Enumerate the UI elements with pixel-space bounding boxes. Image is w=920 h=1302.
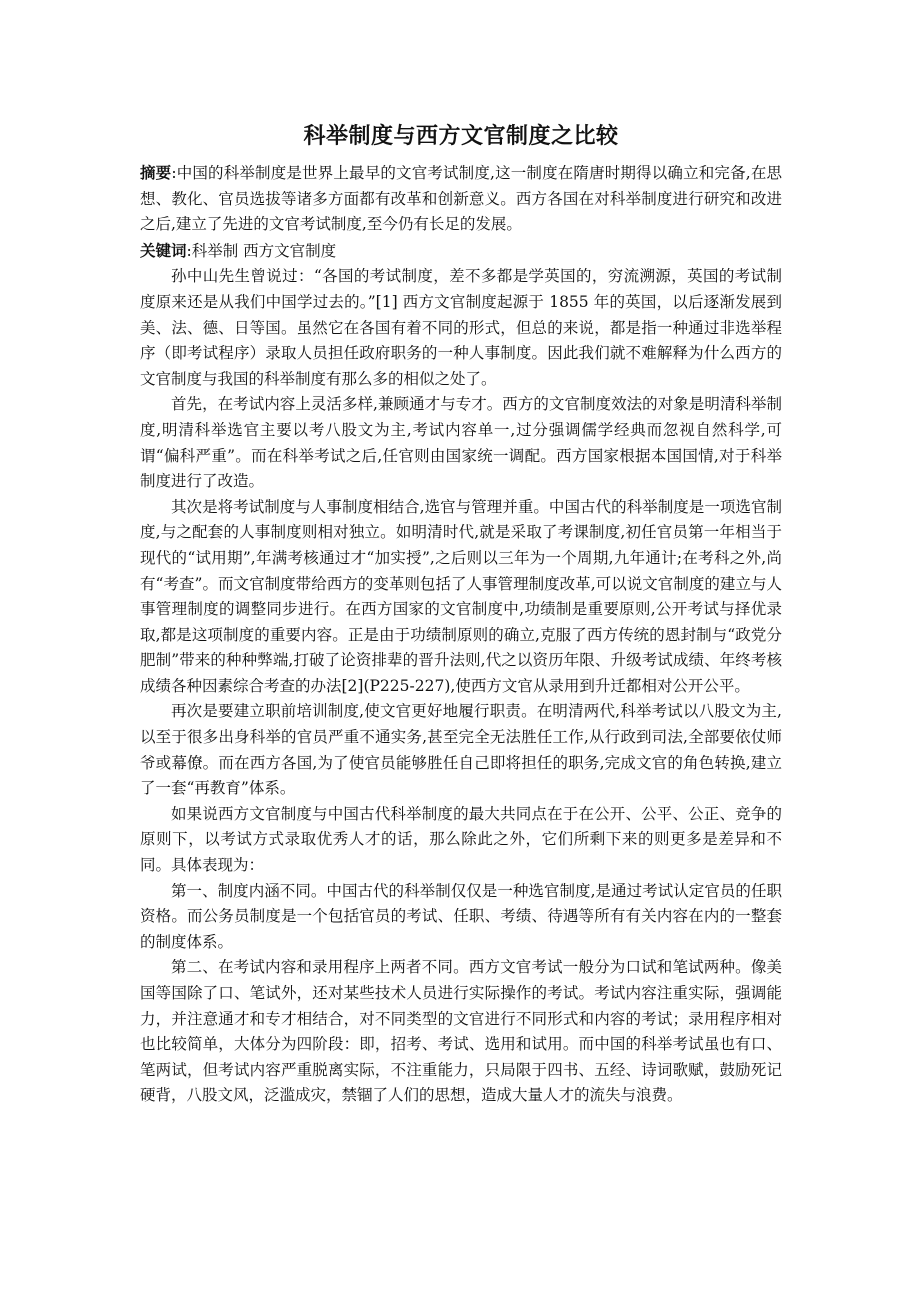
body-paragraph-7: 第二、在考试内容和录用程序上两者不同。西方文官考试一般分为口试和笔试两种。像美国等国除了口、笔试外，还对某些技术人员进行实际操作的考试。考试内容注重实际，强调能力，并注意通才和专才相结合，对不同类型的文官进行不同形式和内容的考试；录用程序相对也比较简单，大体分为四阶段：即，招考、考试、选用和试用。而中国的科举考试虽也有口、笔两试，但考试内容严重脱离实际，不注重能力，只局限于四书、五经、诗词歌赋，鼓励死记硬背，八股文风，泛滥成灾，禁锢了人们的思想，造成大量人才的流失与浪费。 <box>140 958 782 1105</box>
keywords <box>140 238 782 265</box>
keywords-label: 关键词 <box>140 240 187 260</box>
document-page <box>140 118 782 1109</box>
body-paragraph-3: 其次是将考试制度与人事制度相结合,选官与管理并重。中国古代的科举制度是一项选官制度,与之配套的人事制度则相对独立。如明清时代,就是采取了考课制度,初任官员第一年相当于现代的“试用期”,年满考核通过才“加实授”,之后则以三年为一个周期,九年通计;在考科之外,尚有“考查”。而文官制度带给西方的变革则包括了人事管理制度改革,可以说文官制度的建立与人事管理制度的调整同步进行。在西方国家的文官制度中,功绩制是重要原则,公开考试与择优录取,都是这项制度的重要内容。正是由于功绩制原则的确立,克服了西方传统的恩封制与“政党分肥制”带来的种种弊端,打破了论资排辈的晋升法则,代之以资历年限、升级考试成绩、年终考核成绩各种因素综合考查的办法[2](P225-227),使西方文官从录用到升迁都相对公开公平。 <box>140 497 782 695</box>
abstract <box>140 160 782 238</box>
body-paragraph-4: 再次是要建立职前培训制度,使文官更好地履行职责。在明清两代,科举考试以八股文为主,以至于很多出身科举的官员严重不通实务,甚至完全无法胜任工作,从行政到司法,全部要依仗师爷或幕僚。而在西方各国,为了使官员能够胜任自己即将担任的职务,完成文官的角色转换,建立了一套“再教育”体系。 <box>140 702 782 798</box>
keywords-text: :科举制 西方文官制度 <box>186 241 337 260</box>
body-paragraph-1: 孙中山先生曾说过：“各国的考试制度，差不多都是学英国的，穷流溯源，英国的考试制度原来还是从我们中国学过去的。”[1] 西方文官制度起源于 1855 年的英国，以后逐渐发展到美、法、德、日等国。虽然它在各国有着不同的形式，但总的来说，都是指一种通过非选举程序（即考试程序）录取人员担任政府职务的一种人事制度。因此我们就不难解释为什么西方的文官制度与我国的科举制度有那么多的相似之处了。 <box>140 267 782 388</box>
body-paragraph-2: 首先，在考试内容上灵活多样,兼顾通才与专才。西方的文官制度效法的对象是明清科举制度,明清科举选官主要以考八股文为主,考试内容单一,过分强调儒学经典而忽视自然科学,可谓“偏科严重”。而在科举考试之后,任官则由国家统一调配。西方国家根据本国国情,对于科举制度进行了改造。 <box>140 395 782 491</box>
body-paragraph-5: 如果说西方文官制度与中国古代科举制度的最大共同点在于在公开、公平、公正、竞争的原则下，以考试方式录取优秀人才的话，那么除此之外，它们所剩下来的则更多是差异和不同。具体表现为： <box>140 804 782 875</box>
abstract-text: :中国的科举制度是世界上最早的文官考试制度,这一制度在隋唐时期得以确立和完备,在思想、教化、官员选拔等诸多方面都有改革和创新意义。西方各国在对科举制度进行研究和改进之后,建立了先进的文官考试制度,至今仍有长足的发展。 <box>140 164 782 234</box>
body-paragraph-6: 第一、制度内涵不同。中国古代的科举制仅仅是一种选官制度,是通过考试认定官员的任职资格。而公务员制度是一个包括官员的考试、任职、考绩、待遇等所有有关内容在内的一整套的制度体系。 <box>140 881 782 951</box>
abstract-label: 摘要 <box>140 163 172 182</box>
document-title: 科举制度与西方文官制度之比较 <box>303 123 619 149</box>
